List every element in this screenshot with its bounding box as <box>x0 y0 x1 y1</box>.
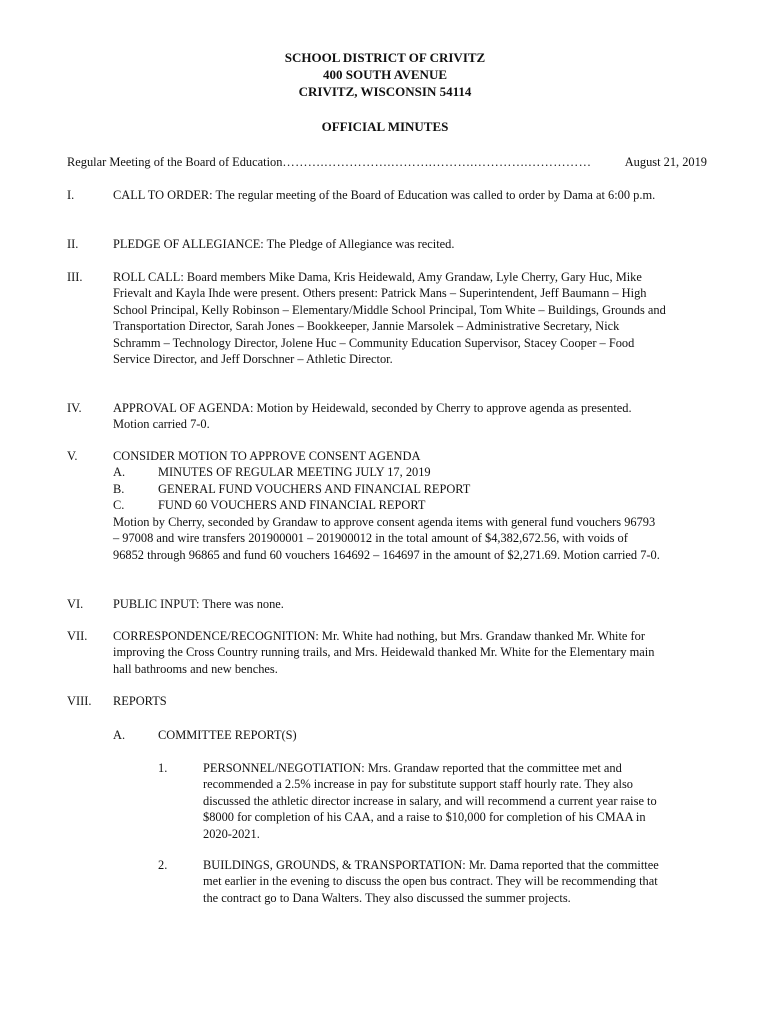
agenda-item-pledge <box>67 236 667 252</box>
consent-motion <box>113 514 661 563</box>
item-text: CALL TO ORDER: The regular meeting of the Board of Education was called to order by Dama at 6:00 p.m. <box>113 188 656 202</box>
subitem-text: FUND 60 VOUCHERS AND FINANCIAL REPORT <box>158 498 426 512</box>
motion-text: Motion by Cherry, seconded by Grandaw to approve consent agenda items with general fund vouchers 96793 – 97008 and wire transfers 201900001 – 201900012 in the total amount of $4,382,672.56, with voids of 96852 through 96865 and fund 60 vouchers 164692 – 164697 in the amount of $2,271.69. Motion carried 7-0. <box>113 515 660 562</box>
item-number: II. <box>67 237 79 251</box>
report-text: PERSONNEL/NEGOTIATION: Mrs. Grandaw reported that the committee met and recommended a 2.5% increase in pay for substitute support staff hourly rate. They also discussed the athletic director increase in salary, and will recommend a current year raise to $8000 for completion of his CAA, and a raise to $10,000 for completion of his CMAA in 2020-2021. <box>203 761 657 841</box>
section-letter: A. <box>113 728 126 742</box>
item-heading: CONSIDER MOTION TO APPROVE CONSENT AGENDA <box>113 449 421 463</box>
item-text: PUBLIC INPUT: There was none. <box>113 597 284 611</box>
document-title: OFFICIAL MINUTES <box>321 119 449 134</box>
subitem-letter: B. <box>113 482 125 496</box>
agenda-item-approval-of-agenda <box>67 400 667 433</box>
item-number: VIII. <box>67 694 92 708</box>
report-number: 2. <box>158 858 168 872</box>
agenda-item-roll-call <box>67 269 667 367</box>
subitem-letter: A. <box>113 465 126 479</box>
item-number: VI. <box>67 597 84 611</box>
agenda-item-correspondence <box>67 628 667 677</box>
agenda-item-call-to-order <box>67 187 667 203</box>
item-text: CORRESPONDENCE/RECOGNITION: Mr. White had nothing, but Mrs. Grandaw thanked Mr. White for improving the Cross Country running trails, and Mrs. Heidewald thanked Mr. White for the Elementary main hall bathrooms and new benches. <box>113 629 655 676</box>
meeting-date: August 21, 2019 <box>624 155 707 169</box>
subitem-text: GENERAL FUND VOUCHERS AND FINANCIAL REPORT <box>158 482 471 496</box>
item-number: V. <box>67 449 78 463</box>
district-city: CRIVITZ, WISCONSIN 54114 <box>298 84 472 99</box>
district-address: 400 SOUTH AVENUE <box>322 67 447 82</box>
subitem-letter: C. <box>113 498 125 512</box>
section-title: COMMITTEE REPORT(S) <box>158 728 297 742</box>
item-number: VII. <box>67 629 88 643</box>
item-heading: REPORTS <box>113 694 167 708</box>
item-number: IV. <box>67 401 82 415</box>
district-name: SCHOOL DISTRICT OF CRIVITZ <box>284 50 486 65</box>
agenda-item-public-input <box>67 596 667 612</box>
item-number: I. <box>67 188 75 202</box>
agenda-item-reports <box>67 693 667 709</box>
subitem-text: MINUTES OF REGULAR MEETING JULY 17, 2019 <box>158 465 431 479</box>
meeting-line <box>67 154 707 170</box>
dot-leader: ……….…………….……….……….………….…………… <box>282 155 592 169</box>
meeting-label: Regular Meeting of the Board of Education <box>67 155 283 169</box>
item-text: APPROVAL OF AGENDA: Motion by Heidewald, seconded by Cherry to approve agenda as presented. Motion carried 7-0. <box>113 401 632 432</box>
report-text: BUILDINGS, GROUNDS, & TRANSPORTATION: Mr. Dama reported that the committee met earlier in the evening to discuss the open bus contract. They will be recommending that the contract go to Dana Walters. They also discussed the summer projects. <box>203 858 659 905</box>
item-text: ROLL CALL: Board members Mike Dama, Kris Heidewald, Amy Grandaw, Lyle Cherry, Gary Huc, Mike Frievalt and Kayla Ihde were present. Others present: Patrick Mans – Superintendent, Jeff Baumann – High School Principal, Kelly Robinson – Elementary/Middle School Principal, Tom White – Buildings, Grounds and Transportation Director, Sarah Jones – Bookkeeper, Jannie Marsolek – Administrative Secretary, Nick Schramm – Technology Director, Jolene Huc – Community Education Supervisor, Stacey Cooper – Food Service Director, and Jeff Dorschner – Athletic Director. <box>113 270 666 367</box>
item-number: III. <box>67 270 83 284</box>
agenda-item-consent-agenda <box>67 448 667 464</box>
item-text: PLEDGE OF ALLEGIANCE: The Pledge of Allegiance was recited. <box>113 237 455 251</box>
report-number: 1. <box>158 761 168 775</box>
